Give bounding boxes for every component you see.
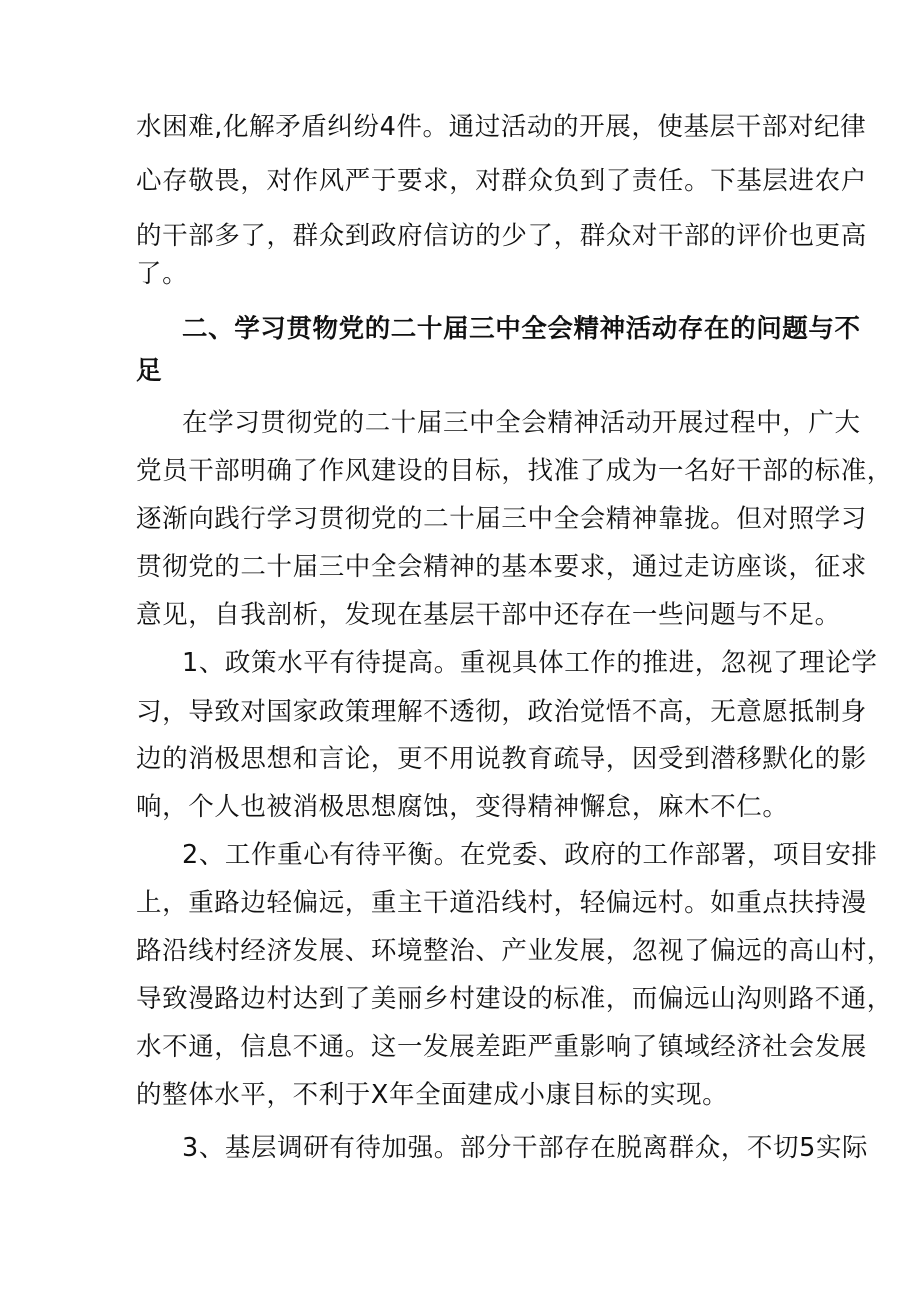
section-heading: 二、学习贯物党的二十届三中全会精神活动存在的问题与不 xyxy=(182,314,861,344)
paragraph-line: 路沿线村经济发展、环境整治、产业发展，忽视了偏远的高山村， xyxy=(136,936,893,966)
paragraph-line: 的干部多了，群众到政府信访的少了，群众对干部的评价也更高 xyxy=(136,221,867,251)
paragraph-line: 1、政策水平有待提高。重视具体工作的推进，忽视了理论学 xyxy=(182,648,878,678)
paragraph-line: 响，个人也被消极思想腐蚀，变得精神懈怠，麻木不仁。 xyxy=(136,792,789,822)
paragraph-line: 贯彻党的二十届三中全会精神的基本要求，通过走访座谈，征求 xyxy=(136,552,867,582)
paragraph-line: 3、基层调研有待加强。部分干部存在脱离群众，不切5实际 xyxy=(182,1133,869,1163)
paragraph-line: 习，导致对国家政策理解不透彻，政治觉悟不高，无意愿抵制身 xyxy=(136,697,867,727)
paragraph-line: 在学习贯彻党的二十届三中全会精神活动开展过程中，广大 xyxy=(182,408,861,438)
paragraph-line: 的整体水平，不利于X年全面建成小康目标的实现。 xyxy=(136,1080,729,1110)
paragraph-line: 意见，自我剖析，发现在基层干部中还存在一些问题与不足。 xyxy=(136,600,841,630)
paragraph-line: 党员干部明确了作风建设的目标，找准了成为一名好干部的标准， xyxy=(136,456,893,486)
paragraph-line: 逐渐向践行学习贯彻党的二十届三中全会精神靠拢。但对照学习 xyxy=(136,504,867,534)
paragraph-line: 水困难,化解矛盾纠纷4件。通过活动的开展，使基层干部对纪律 xyxy=(136,112,867,142)
paragraph-line: 边的消极思想和言论，更不用说教育疏导，因受到潜移默化的影 xyxy=(136,744,867,774)
paragraph-line: 心存敬畏，对作风严于要求，对群众负到了责任。下基层进农户 xyxy=(136,166,867,196)
paragraph-line: 2、工作重心有待平衡。在党委、政府的工作部署，项目安排 xyxy=(182,840,878,870)
paragraph-line: 水不通，信息不通。这一发展差距严重影响了镇域经济社会发展 xyxy=(136,1032,867,1062)
paragraph-line: 上，重路边轻偏远，重主干道沿线村，轻偏远村。如重点扶持漫 xyxy=(136,888,867,918)
paragraph-line: 导致漫路边村达到了美丽乡村建设的标准，而偏远山沟则路不通， xyxy=(136,984,893,1014)
section-heading-continued: 足 xyxy=(136,356,163,386)
paragraph-line: 了。 xyxy=(136,259,189,289)
